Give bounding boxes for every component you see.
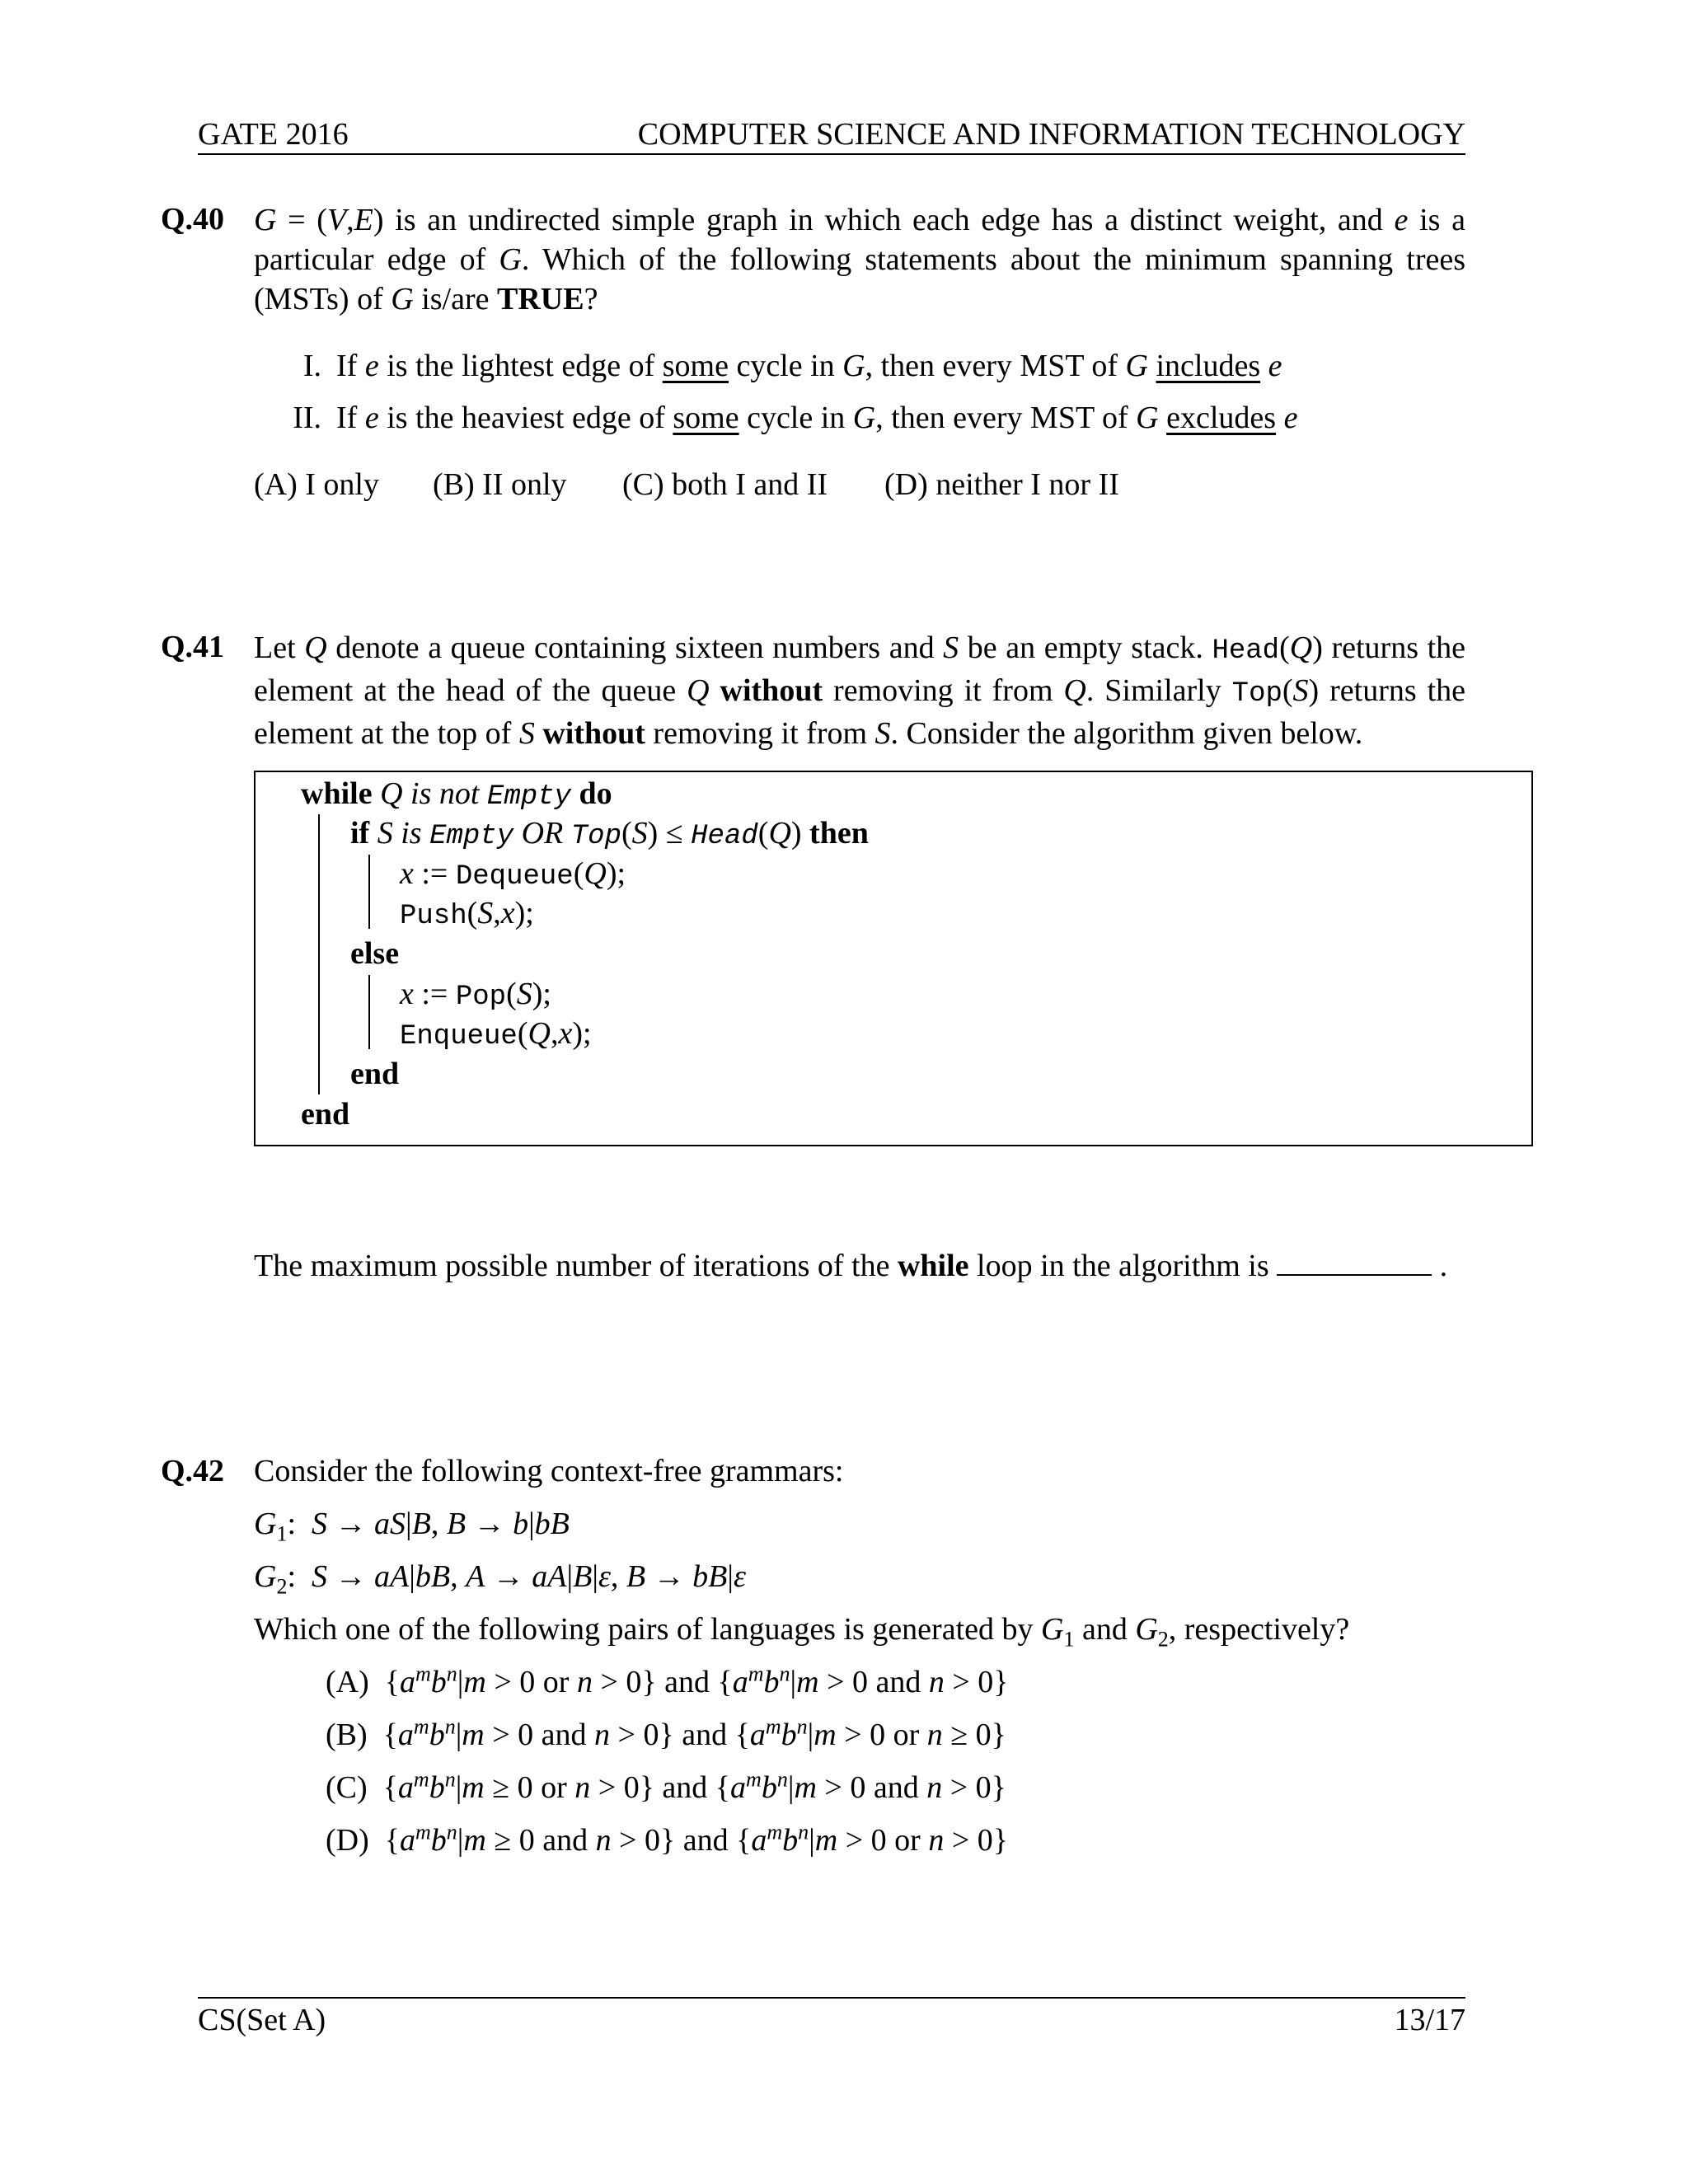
- algo-line-pop: x := Pop(S);: [400, 977, 551, 1013]
- question-number-40: Q.40: [161, 202, 225, 237]
- footer-set-label: CS(Set A): [198, 2003, 326, 2037]
- algo-line-push: Push(S,x);: [400, 896, 534, 932]
- question-42-prompt: Which one of the following pairs of languages is generated by $G_1$ and $G_2$, respectively?: [254, 1612, 1350, 1652]
- footer-divider: [198, 1997, 1465, 1999]
- q40-option-b: (B) II only: [433, 467, 567, 502]
- algo-line-if: if S is Empty OR Top(S) ≤ Head(Q) then: [350, 816, 869, 852]
- while-block-bar: [318, 814, 320, 1094]
- q40-option-a: (A) I only: [254, 467, 379, 502]
- header-divider: [198, 153, 1465, 155]
- algo-line-inner-end: end: [350, 1057, 400, 1091]
- else-block-bar: [368, 975, 370, 1049]
- q40-option-c: (C) both I and II: [622, 467, 828, 502]
- q42-option-b: (B) {$a^mb^n|m > 0$ and n > 0} and {$a^mb^n|m > 0$ or n ≥ 0}: [326, 1714, 1006, 1752]
- question-42-intro: Consider the following context-free grammars:: [254, 1454, 844, 1488]
- question-number-42: Q.42: [161, 1454, 225, 1488]
- q42-option-d: (D) {$a^mb^n|m \ge 0$ and n > 0} and {$a^mb^n|m > 0$ or n > 0}: [326, 1820, 1008, 1858]
- q40-statement-i-numeral: I.: [302, 349, 321, 383]
- question-40-text: G = (V,E) is an undirected simple graph in which each edge has a distinct weight, and e is a particular edge of G. Which of the following statements about the minimum spanning trees (MSTs) of G is/are TRUE?: [254, 203, 1466, 316]
- then-block-bar: [368, 855, 370, 929]
- question-41-prompt: The maximum possible number of iterations of the while loop in the algorithm is .: [254, 1249, 1448, 1283]
- footer-page-number: 13/17: [1394, 2003, 1465, 2037]
- q42-option-c: (C) {$a^mb^n|m \ge 0$ or n > 0} and {$a^mb^n|m > 0$ and n > 0}: [326, 1767, 1006, 1805]
- algo-line-enqueue: Enqueue(Q,x);: [400, 1016, 592, 1052]
- grammar-g2: $G_2$: S → aA|bB, A → aA|B|ε, B → bB|ε: [254, 1559, 746, 1599]
- q40-statement-i: I. If e is the lightest edge of some cycle in G, then every MST of G includes e: [272, 347, 1282, 387]
- answer-blank[interactable]: [1277, 1249, 1432, 1276]
- grammar-g1: $G_1$: S → aS|B, B → b|bB: [254, 1507, 570, 1546]
- q42-option-a: (A) {$a^mb^n|m > 0$ or n > 0} and {$a^mb^n|m > 0$ and n > 0}: [326, 1661, 1009, 1699]
- q40-statement-ii: II. If e is the heaviest edge of some cycle in G, then every MST of G excludes e: [272, 399, 1297, 438]
- question-number-41: Q.41: [161, 630, 225, 664]
- algo-line-outer-end: end: [301, 1097, 350, 1132]
- algo-line-while: while Q is not Empty do: [301, 776, 612, 813]
- algo-line-else: else: [350, 936, 400, 971]
- q40-statement-ii-numeral: II.: [293, 401, 321, 435]
- q40-option-d: (D) neither I nor II: [884, 467, 1119, 502]
- header-exam-title: GATE 2016: [198, 117, 349, 152]
- algo-line-dequeue: x := Dequeue(Q);: [400, 856, 626, 893]
- question-41-text: Let Q denote a queue containing sixteen numbers and S be an empty stack. Head(Q) returns the element at the head of the queue Q without removing it from Q. Similarly Top(S) returns the element at the top of S without removing it from S. Consider the algorithm given below.: [254, 630, 1466, 751]
- header-subject: COMPUTER SCIENCE AND INFORMATION TECHNOLOGY: [637, 117, 1465, 152]
